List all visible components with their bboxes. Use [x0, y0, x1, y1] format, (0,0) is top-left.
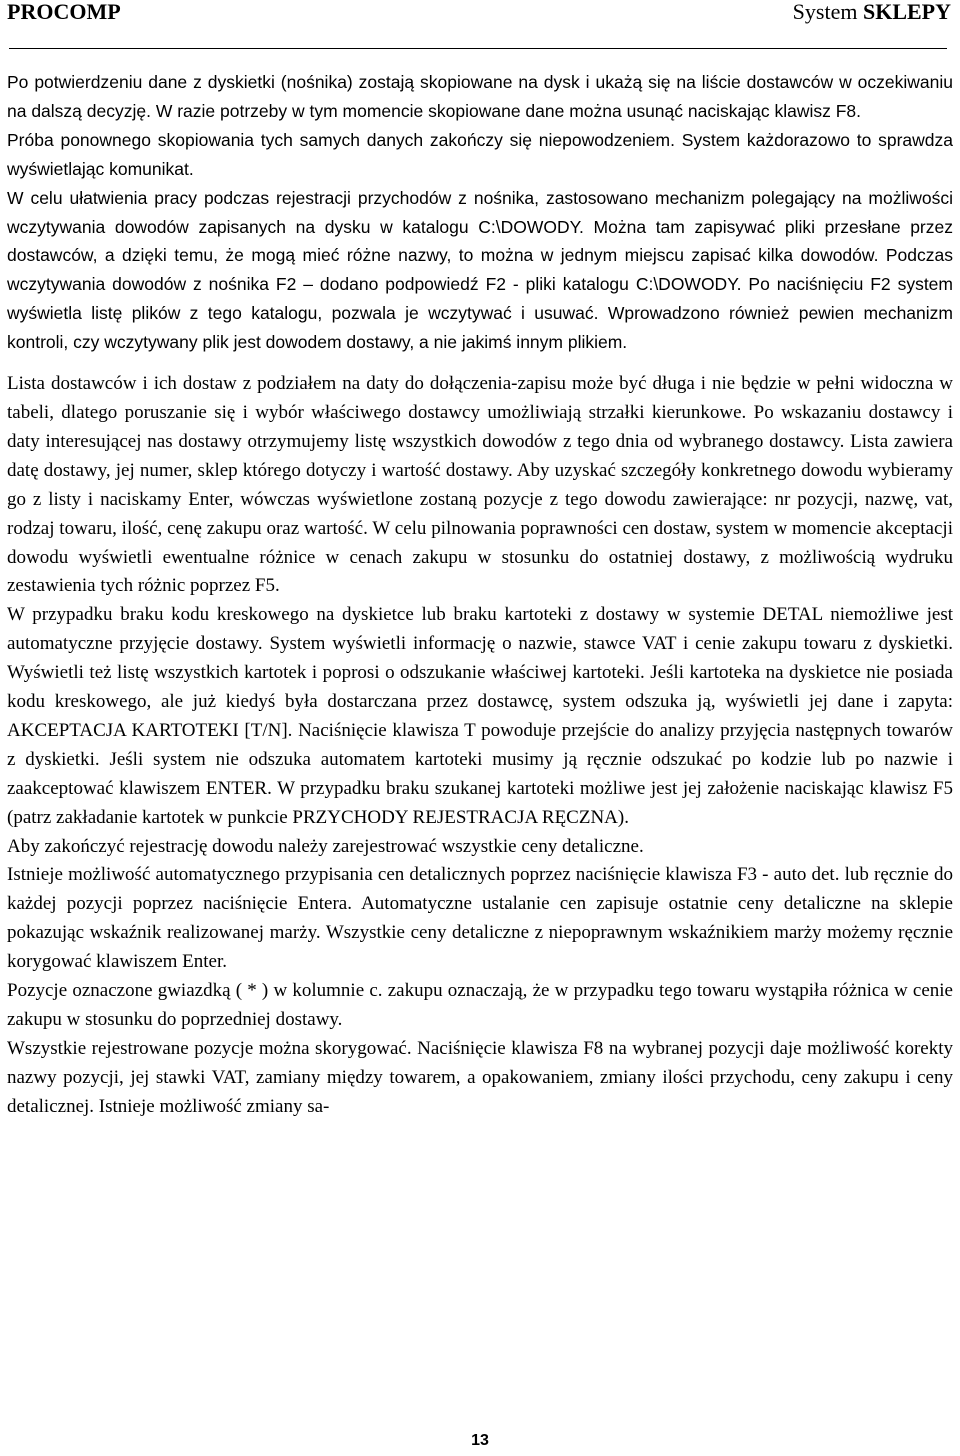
paragraph-retail-prices: Aby zakończyć rejestrację dowodu należy zarejestrować wszystkie ceny detaliczne.: [7, 835, 644, 857]
page-number: 13: [471, 1432, 489, 1449]
header-system-prefix: System: [792, 0, 863, 24]
page-header: [7, 0, 953, 50]
paragraph-asterisk-note: Pozycje oznaczone gwiazdką ( * ) w kolumnie c. zakupu oznaczają, że w przypadku tego towaru wystąpiła różnica w cenie zakupu w stosunku do poprzedniej dostawy.: [7, 980, 953, 1030]
paragraph-duplicate-check: Próba ponownego skopiowania tych samych danych zakończy się niepowodzeniem. System każdorazowo to sprawdza wyświetlając komunikat.: [7, 129, 953, 179]
header-system-title: [793, 0, 951, 24]
header-rule: [9, 48, 947, 49]
header-system-name: SKLEPY: [862, 0, 951, 24]
paragraph-corrections: Wszystkie rejestrowane pozycje można skorygować. Naciśnięcie klawisza F8 na wybranej pozycji daje możliwość korekty nazwy pozycji, jej stawki VAT, zamiany między towarem, a opakowaniem, zmiany ilości przychodu, ceny zakupu i ceny detalicznej. Istnieje możliwość zmiany sa-: [7, 1037, 953, 1117]
paragraph-missing-barcode: W przypadku braku kodu kreskowego na dyskietce lub braku kartoteki z dostawy w systemie DETAL niemożliwe jest automatyczne przyjęcie dostawy. System wyświetli informację o nazwie, stawce VAT i cenie zakupu towaru z dyskietki. Wyświetli też listę wszystkich kartotek i poprosi o odszukanie właściwej kartoteki. Jeśli kartoteka na dyskietce nie posiada kodu kreskowego, ale już kiedyś była dostarczana przez dostawcę, system odszuka ją, wyświetli jej dane i zapyta: AKCEPTACJA KARTOTEKI [T/N]. Naciśnięcie klawisza T powoduje przejście do analizy przyjęcia następnych towarów z dyskietki. Jeśli system nie odszuka automatem kartoteki musimy ją ręcznie odszukać po kodzie lub po nazwie i zaakceptować klawiszem ENTER. W przypadku braku szukanej kartoteki możliwe jest jej założenie naciskając klawisz F5 (patrz zakładanie kartotek w punkcie PRZYCHODY REJESTRACJA RĘCZNA).: [7, 604, 953, 828]
paragraph-supplier-list: Lista dostawców i ich dostaw z podziałem na daty do dołączenia-zapisu może być długa i nie będzie w pełni widoczna w tabeli, dlatego poruszanie się i wybór właściwego dostawcy umożliwiają strzałki kierunkowe. Po wskazaniu dostawcy i daty interesującej nas dostawy otrzymujemy listę wszystkich dowodów z tego dnia od wybranego dostawcy. Lista zawiera datę dostawy, jej numer, sklep którego dotyczy i wartość dostawy. Aby uzyskać szczegóły konkretnego dowodu wybieramy go z listy i naciskamy Enter, wówczas wyświetlone zostaną pozycje z tego dowodu zawierające: nr pozycji, nazwę, vat, rodzaj towaru, ilość, cenę zakupu oraz wartość. W celu pilnowania poprawności cen dostaw, system w momencie akceptacji dowodu wyświetli ewentualne różnice w cenach zakupu w stosunku do ostatniej dostawy, z możliwością wydruku zestawienia tych różnic poprzez F5.: [7, 373, 953, 597]
document-body: [7, 68, 953, 1122]
paragraph-auto-prices: Istnieje możliwość automatycznego przypisania cen detalicznych poprzez naciśnięcie klawisza F3 - auto det. lub ręcznie do każdej pozycji poprzez naciśnięcie Entera. Automatyczne ustalanie cen zapisuje ostatnie ceny detaliczne na sklepie pokazując wskaźnik realizowanej marży. Wszystkie ceny detaliczne z niepoprawnym wskaźnikiem marży możemy ręcznie korygować klawiszem Enter.: [7, 864, 953, 973]
paragraph-import-confirm: Po potwierdzeniu dane z dyskietki (nośnika) zostają skopiowane na dysk i ukażą się na liście dostawców w oczekiwaniu na dalszą decyzję. W razie potrzeby w tym momencie skopiowane dane można usunąć naciskając klawisz F8.: [7, 72, 953, 121]
paragraph-gap: [7, 357, 953, 370]
document-page: [7, 0, 953, 1456]
header-company: PROCOMP: [7, 0, 121, 24]
paragraph-dowody-folder: W celu ułatwienia pracy podczas rejestracji przychodów z nośnika, zastosowano mechanizm polegający na możliwości wczytywania dowodów zapisanych na dysku w katalogu C:\DOWODY. Można tam zapisywać pliki przesłane przez dostawców, a dzięki temu, że mogą mieć różne nazwy, to można w jednym miejscu zapisać kilka dowodów. Podczas wczytywania dowodów z nośnika F2 – dodano podpowiedź F2 - pliki katalogu C:\DOWODY. Po naciśnięciu F2 system wyświetla listę plików z tego katalogu, pozwala je wczytywać i usuwać. Wprowadzono również pewien mechanizm kontroli, czy wczytywany plik jest dowodem dostawy, a nie jakimś innym plikiem.: [7, 187, 953, 353]
